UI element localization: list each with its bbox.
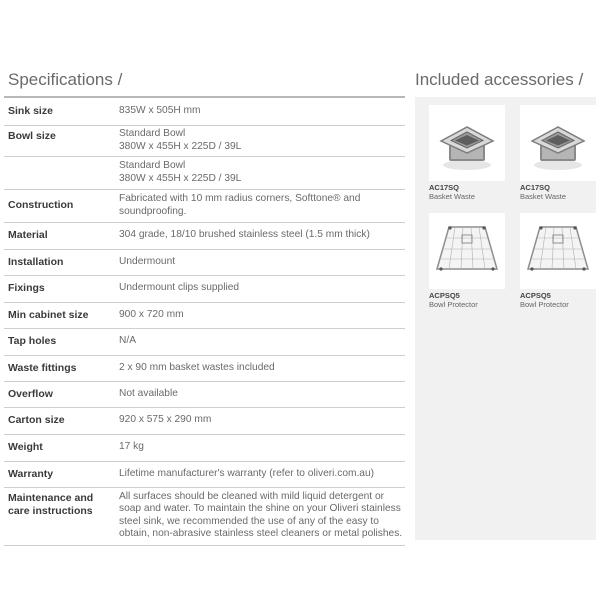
accessory-code: AC17SQ: [520, 183, 551, 192]
spec-row-fixings: [4, 275, 405, 302]
spec-value: 304 grade, 18/10 brushed stainless steel (1.5 mm thick): [115, 222, 405, 249]
spec-label: Sink size: [4, 98, 115, 125]
spec-label: Fixings: [4, 275, 115, 302]
spec-label: Waste fittings: [4, 355, 115, 381]
spec-row-bowl-size-2: [4, 156, 405, 189]
spec-label: Construction: [4, 189, 115, 222]
spec-value: All surfaces should be cleaned with mild liquid detergent or soap and water. To maintain the shine on your Oliveri stainless steel sink, we recommended the use of any of the easy to obtain, non-abrasive stainless steel cleaners or metal polishes.: [115, 487, 405, 545]
spec-label: Warranty: [4, 461, 115, 487]
accessory-code: AC17SQ: [429, 183, 460, 192]
spec-label: Material: [4, 222, 115, 249]
spec-row-overflow: [4, 381, 405, 407]
spec-value: Standard Bowl 380W x 455H x 225D / 39L: [115, 156, 405, 189]
basket-waste-icon: [429, 105, 505, 181]
accessories-title: Included accessories /: [415, 70, 584, 89]
accessory-name: Basket Waste: [429, 192, 475, 201]
spec-row-construction: [4, 189, 405, 222]
accessory-name: Bowl Protector: [429, 300, 478, 309]
spec-row-material: [4, 222, 405, 249]
spec-row-waste-fittings: [4, 355, 405, 381]
spec-label: [4, 156, 115, 189]
spec-value: Fabricated with 10 mm radius corners, Softtone® and soundproofing.: [115, 189, 405, 222]
spec-label: Min cabinet size: [4, 302, 115, 328]
specifications-title: Specifications /: [8, 70, 123, 89]
accessory-item: [520, 105, 596, 201]
accessories-panel: [415, 97, 596, 540]
bowl-protector-icon: [520, 213, 596, 289]
bowl-protector-icon: [429, 213, 505, 289]
spec-row-weight: [4, 434, 405, 461]
spec-row-carton-size: [4, 407, 405, 434]
spec-value: 835W x 505H mm: [115, 98, 405, 125]
spec-value: Standard Bowl 380W x 455H x 225D / 39L: [115, 125, 405, 156]
spec-row-installation: [4, 249, 405, 275]
spec-label: Carton size: [4, 407, 115, 434]
accessory-name: Bowl Protector: [520, 300, 569, 309]
spec-label: Installation: [4, 249, 115, 275]
spec-value: Undermount clips supplied: [115, 275, 405, 302]
accessory-item: [429, 213, 505, 309]
spec-value: 17 kg: [115, 434, 405, 461]
spec-label: Weight: [4, 434, 115, 461]
accessory-code: ACPSQ5: [429, 291, 460, 300]
spec-label: Tap holes: [4, 328, 115, 355]
specifications-table: [4, 98, 405, 546]
spec-label: Bowl size: [4, 125, 115, 156]
spec-value: 920 x 575 x 290 mm: [115, 407, 405, 434]
accessory-item: [520, 213, 596, 309]
spec-label: Overflow: [4, 381, 115, 407]
accessory-name: Basket Waste: [520, 192, 566, 201]
spec-value: Lifetime manufacturer's warranty (refer to oliveri.com.au): [115, 461, 405, 487]
spec-row-min-cabinet-size: [4, 302, 405, 328]
spec-row-warranty: [4, 461, 405, 487]
spec-value: Undermount: [115, 249, 405, 275]
spec-value: Not available: [115, 381, 405, 407]
spec-value: N/A: [115, 328, 405, 355]
spec-row-bowl-size: [4, 125, 405, 156]
spec-value: 2 x 90 mm basket wastes included: [115, 355, 405, 381]
spec-row-tap-holes: [4, 328, 405, 355]
spec-row-maintenance: [4, 487, 405, 545]
accessory-item: [429, 105, 505, 201]
accessory-code: ACPSQ5: [520, 291, 551, 300]
spec-label: Maintenance and care instructions: [4, 487, 115, 545]
spec-row-sink-size: [4, 98, 405, 125]
spec-value: 900 x 720 mm: [115, 302, 405, 328]
basket-waste-icon: [520, 105, 596, 181]
